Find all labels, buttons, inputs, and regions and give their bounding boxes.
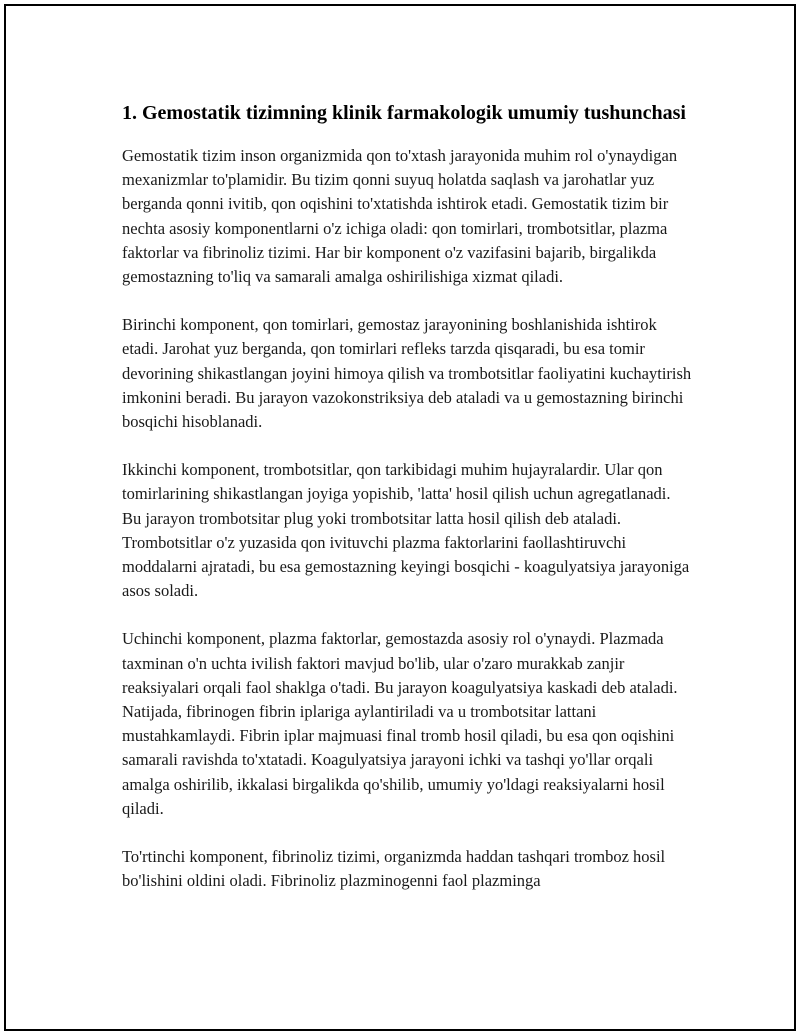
document-body <box>122 100 692 917</box>
page-frame <box>4 4 796 1031</box>
paragraph-fibrinolysis: To'rtinchi komponent, fibrinoliz tizimi, organizmda haddan tashqari tromboz hosil bo'lishini oldini oladi. Fibrinoliz plazminogenni faol plazminga <box>122 847 666 891</box>
section-heading: 1. Gemostatik tizimning klinik farmakologik umumiy tushunchasi <box>122 102 686 124</box>
paragraph-intro: Gemostatik tizim inson organizmida qon to'xtash jarayonida muhim rol o'ynaydigan mexanizmlar to'plamidir. Bu tizim qonni suyuq holatda saqlash va jarohatlar yuz berganda qonni ivitib, qon oqishini to'xtatishda ishtirok etadi. Gemostatik tizim bir nechta asosiy komponentlarni o'z ichiga oladi: qon tomirlari, trombotsitlar, plazma faktorlar va fibrinoliz tizimi. Har bir komponent o'z vazifasini bajarib, birgalikda gemostazning to'liq va samarali amalga oshirilishiga xizmat qiladi. <box>122 146 678 287</box>
paragraph-platelets: Ikkinchi komponent, trombotsitlar, qon tarkibidagi muhim hujayralardir. Ular qon tomirlarining shikastlangan joyiga yopishib, 'latta' hosil qilish uchun agregatlanadi. Bu jarayon trombotsitar plug yoki trombotsitar latta hosil qilish deb ataladi. Trombotsitlar o'z yuzasida qon ivituvchi plazma faktorlarini faollashtiruvchi moddalarni ajratadi, bu esa gemostazning keyingi bosqichi - koagulyatsiya jarayoniga asos soladi. <box>122 460 690 601</box>
paragraph-blood-vessels: Birinchi komponent, qon tomirlari, gemostaz jarayonining boshlanishida ishtirok etadi. Jarohat yuz berganda, qon tomirlari refleks tarzda qisqaradi, bu esa tomir devorining shikastlangan joyini himoya qilish va trombotsitlar faoliyatini kuchaytirish imkonini beradi. Bu jarayon vazokonstriksiya deb ataladi va u gemostazning birinchi bosqichi hisoblanadi. <box>122 315 692 432</box>
paragraph-plasma-factors: Uchinchi komponent, plazma faktorlar, gemostazda asosiy rol o'ynaydi. Plazmada taxminan o'n uchta ivilish faktori mavjud bo'lib, ular o'zaro murakkab zanjir reaksiyalari orqali faol shaklga o'tadi. Bu jarayon koagulyatsiya kaskadi deb ataladi. Natijada, fibrinogen fibrin iplariga aylantiriladi va u trombotsitar lattani mustahkamlaydi. Fibrin iplar majmuasi final tromb hosil qiladi, bu esa qon oqishini samarali ravishda to'xtatadi. Koagulyatsiya jarayoni ichki va tashqi yo'llar orqali amalga oshirilib, ikkalasi birgalikda qo'shilib, umumiy yo'ldagi reaksiyalarni hosil qiladi. <box>122 629 678 818</box>
